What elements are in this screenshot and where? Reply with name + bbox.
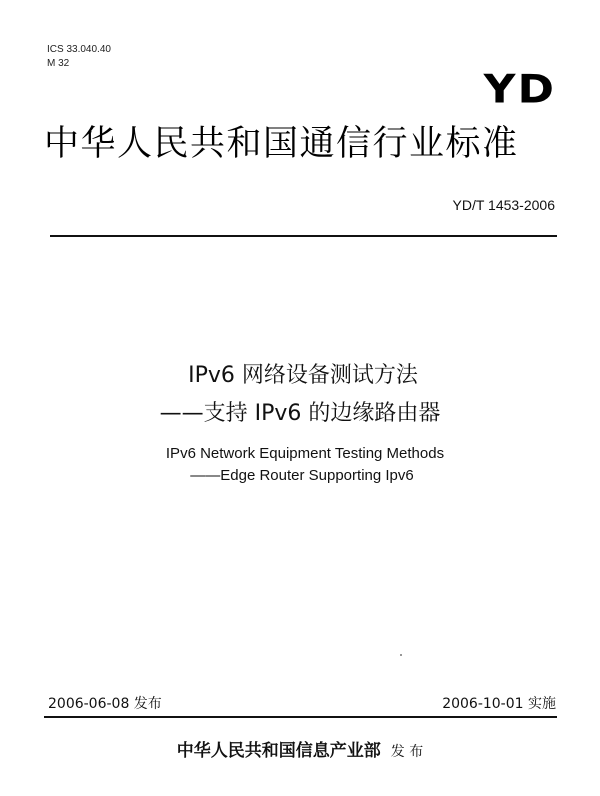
publisher-name: 中华人民共和国信息产业部 xyxy=(176,741,381,761)
standard-number: YD/T 1453-2006 xyxy=(452,197,555,213)
document-title-cn-line2: ——支持 IPv6 的边缘路由器 xyxy=(159,401,441,426)
publisher-action: 发 布 xyxy=(390,744,424,760)
header-divider xyxy=(50,235,557,237)
scan-speck xyxy=(400,654,402,656)
footer-divider xyxy=(44,716,557,718)
standard-title: 中华人民共和国通信行业标准 xyxy=(44,124,519,164)
implement-date: 2006-10-01 实施 xyxy=(442,696,556,712)
ics-code: ICS 33.040.40 xyxy=(47,44,111,55)
document-title-cn-line1: IPv6 网络设备测试方法 xyxy=(188,363,418,388)
publisher-line xyxy=(0,740,600,763)
issue-date: 2006-06-08 发布 xyxy=(48,696,162,712)
document-title-en-line1: IPv6 Network Equipment Testing Methods xyxy=(165,445,445,462)
document-title-en-line2: ——Edge Router Supporting Ipv6 xyxy=(190,467,414,484)
classification-code: M 32 xyxy=(47,58,70,69)
yd-logo: YD xyxy=(483,66,556,113)
